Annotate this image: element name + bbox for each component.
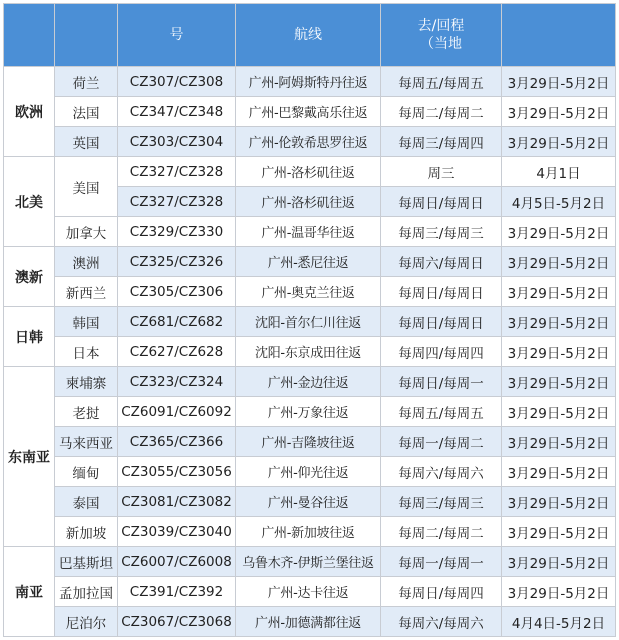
country-cell: 美国 (55, 157, 118, 217)
schedule-cell: 每周三/每周三 (381, 217, 502, 247)
flight-number-cell: CZ391/CZ392 (118, 577, 236, 607)
schedule-cell: 每周日/每周日 (381, 277, 502, 307)
date-range-cell: 3月29日-5月2日 (502, 517, 616, 547)
route-cell: 广州-达卡往返 (236, 577, 381, 607)
schedule-cell: 每周五/每周五 (381, 397, 502, 427)
flight-number-cell: CZ6007/CZ6008 (118, 547, 236, 577)
country-cell: 新西兰 (55, 277, 118, 307)
flight-number-cell: CZ6091/CZ6092 (118, 397, 236, 427)
schedule-cell: 每周六/每周六 (381, 607, 502, 637)
flight-number-cell: CZ327/CZ328 (118, 157, 236, 187)
header-date (502, 4, 616, 67)
table-row (4, 157, 616, 187)
schedule-cell: 每周三/每周四 (381, 127, 502, 157)
schedule-cell: 每周六/每周日 (381, 247, 502, 277)
table-body (4, 67, 616, 637)
route-cell: 广州-金边往返 (236, 367, 381, 397)
table-row (4, 427, 616, 457)
table-row (4, 277, 616, 307)
route-cell: 广州-仰光往返 (236, 457, 381, 487)
flight-number-cell: CZ3067/CZ3068 (118, 607, 236, 637)
flight-number-cell: CZ329/CZ330 (118, 217, 236, 247)
table-row (4, 217, 616, 247)
table-row (4, 367, 616, 397)
header-schedule (381, 4, 502, 67)
date-range-cell: 3月29日-5月2日 (502, 547, 616, 577)
date-range-cell: 3月29日-5月2日 (502, 487, 616, 517)
date-range-cell: 3月29日-5月2日 (502, 97, 616, 127)
country-cell: 尼泊尔 (55, 607, 118, 637)
country-cell: 巴基斯坦 (55, 547, 118, 577)
country-cell: 柬埔寨 (55, 367, 118, 397)
country-cell: 澳洲 (55, 247, 118, 277)
date-range-cell: 3月29日-5月2日 (502, 67, 616, 97)
route-cell: 广州-洛杉矶往返 (236, 157, 381, 187)
date-range-cell: 4月5日-5月2日 (502, 187, 616, 217)
flight-number-cell: CZ303/CZ304 (118, 127, 236, 157)
date-range-cell: 3月29日-5月2日 (502, 457, 616, 487)
schedule-cell: 每周二/每周二 (381, 97, 502, 127)
header-country (55, 4, 118, 67)
date-range-cell: 3月29日-5月2日 (502, 397, 616, 427)
date-range-cell: 3月29日-5月2日 (502, 247, 616, 277)
date-range-cell: 3月29日-5月2日 (502, 127, 616, 157)
table-row (4, 517, 616, 547)
route-cell: 广州-阿姆斯特丹往返 (236, 67, 381, 97)
route-cell: 广州-曼谷往返 (236, 487, 381, 517)
flight-number-cell: CZ323/CZ324 (118, 367, 236, 397)
header-schedule-line1: 去/回程 (417, 18, 465, 34)
schedule-cell: 每周三/每周三 (381, 487, 502, 517)
flight-number-cell: CZ3039/CZ3040 (118, 517, 236, 547)
flight-number-cell: CZ325/CZ326 (118, 247, 236, 277)
schedule-cell: 每周六/每周六 (381, 457, 502, 487)
route-cell: 广州-温哥华往返 (236, 217, 381, 247)
country-cell: 老挝 (55, 397, 118, 427)
table-row (4, 577, 616, 607)
table-row (4, 487, 616, 517)
schedule-cell: 每周一/每周二 (381, 427, 502, 457)
country-cell: 英国 (55, 127, 118, 157)
flight-number-cell: CZ307/CZ308 (118, 67, 236, 97)
date-range-cell: 4月1日 (502, 157, 616, 187)
route-cell: 广州-新加坡往返 (236, 517, 381, 547)
route-cell: 广州-奥克兰往返 (236, 277, 381, 307)
header-flight: 号 (118, 4, 236, 67)
header-schedule-line2: （当地 (420, 36, 462, 52)
route-cell: 广州-悉尼往返 (236, 247, 381, 277)
country-cell: 加拿大 (55, 217, 118, 247)
date-range-cell: 3月29日-5月2日 (502, 577, 616, 607)
country-cell: 马来西亚 (55, 427, 118, 457)
region-cell: 澳新 (4, 247, 55, 307)
flight-number-cell: CZ3055/CZ3056 (118, 457, 236, 487)
route-cell: 广州-吉隆坡往返 (236, 427, 381, 457)
country-cell: 日本 (55, 337, 118, 367)
table-row (4, 397, 616, 427)
country-cell: 孟加拉国 (55, 577, 118, 607)
table-row (4, 127, 616, 157)
route-cell: 广州-巴黎戴高乐往返 (236, 97, 381, 127)
region-cell: 日韩 (4, 307, 55, 367)
date-range-cell: 3月29日-5月2日 (502, 277, 616, 307)
header-region (4, 4, 55, 67)
table-row (4, 337, 616, 367)
flight-number-cell: CZ627/CZ628 (118, 337, 236, 367)
region-cell: 东南亚 (4, 367, 55, 547)
schedule-cell: 每周四/每周四 (381, 337, 502, 367)
route-cell: 广州-加德满都往返 (236, 607, 381, 637)
table-row (4, 97, 616, 127)
route-cell: 广州-伦敦希思罗往返 (236, 127, 381, 157)
schedule-cell: 每周日/每周四 (381, 577, 502, 607)
date-range-cell: 3月29日-5月2日 (502, 367, 616, 397)
header-route: 航线 (236, 4, 381, 67)
route-cell: 广州-洛杉矶往返 (236, 187, 381, 217)
route-cell: 乌鲁木齐-伊斯兰堡往返 (236, 547, 381, 577)
country-cell: 韩国 (55, 307, 118, 337)
schedule-cell: 每周日/每周日 (381, 187, 502, 217)
schedule-cell: 每周一/每周一 (381, 547, 502, 577)
region-cell: 欧洲 (4, 67, 55, 157)
date-range-cell: 4月4日-5月2日 (502, 607, 616, 637)
flight-number-cell: CZ327/CZ328 (118, 187, 236, 217)
flight-number-cell: CZ305/CZ306 (118, 277, 236, 307)
table-row (4, 307, 616, 337)
route-cell: 沈阳-首尔仁川往返 (236, 307, 381, 337)
table-row (4, 247, 616, 277)
flight-number-cell: CZ3081/CZ3082 (118, 487, 236, 517)
date-range-cell: 3月29日-5月2日 (502, 427, 616, 457)
schedule-cell: 每周日/每周日 (381, 307, 502, 337)
schedule-cell: 周三 (381, 157, 502, 187)
schedule-cell: 每周日/每周一 (381, 367, 502, 397)
flight-number-cell: CZ681/CZ682 (118, 307, 236, 337)
table-header-row (4, 4, 616, 67)
flight-schedule-container (3, 3, 616, 637)
flight-number-cell: CZ347/CZ348 (118, 97, 236, 127)
region-cell: 北美 (4, 157, 55, 247)
table-row (4, 457, 616, 487)
country-cell: 缅甸 (55, 457, 118, 487)
route-cell: 广州-万象往返 (236, 397, 381, 427)
date-range-cell: 3月29日-5月2日 (502, 307, 616, 337)
table-row (4, 547, 616, 577)
flight-number-cell: CZ365/CZ366 (118, 427, 236, 457)
region-cell: 南亚 (4, 547, 55, 637)
country-cell: 泰国 (55, 487, 118, 517)
schedule-cell: 每周二/每周二 (381, 517, 502, 547)
flight-schedule-table (3, 3, 616, 637)
country-cell: 荷兰 (55, 67, 118, 97)
country-cell: 法国 (55, 97, 118, 127)
schedule-cell: 每周五/每周五 (381, 67, 502, 97)
date-range-cell: 3月29日-5月2日 (502, 337, 616, 367)
table-row (4, 607, 616, 637)
table-row (4, 67, 616, 97)
country-cell: 新加坡 (55, 517, 118, 547)
date-range-cell: 3月29日-5月2日 (502, 217, 616, 247)
route-cell: 沈阳-东京成田往返 (236, 337, 381, 367)
